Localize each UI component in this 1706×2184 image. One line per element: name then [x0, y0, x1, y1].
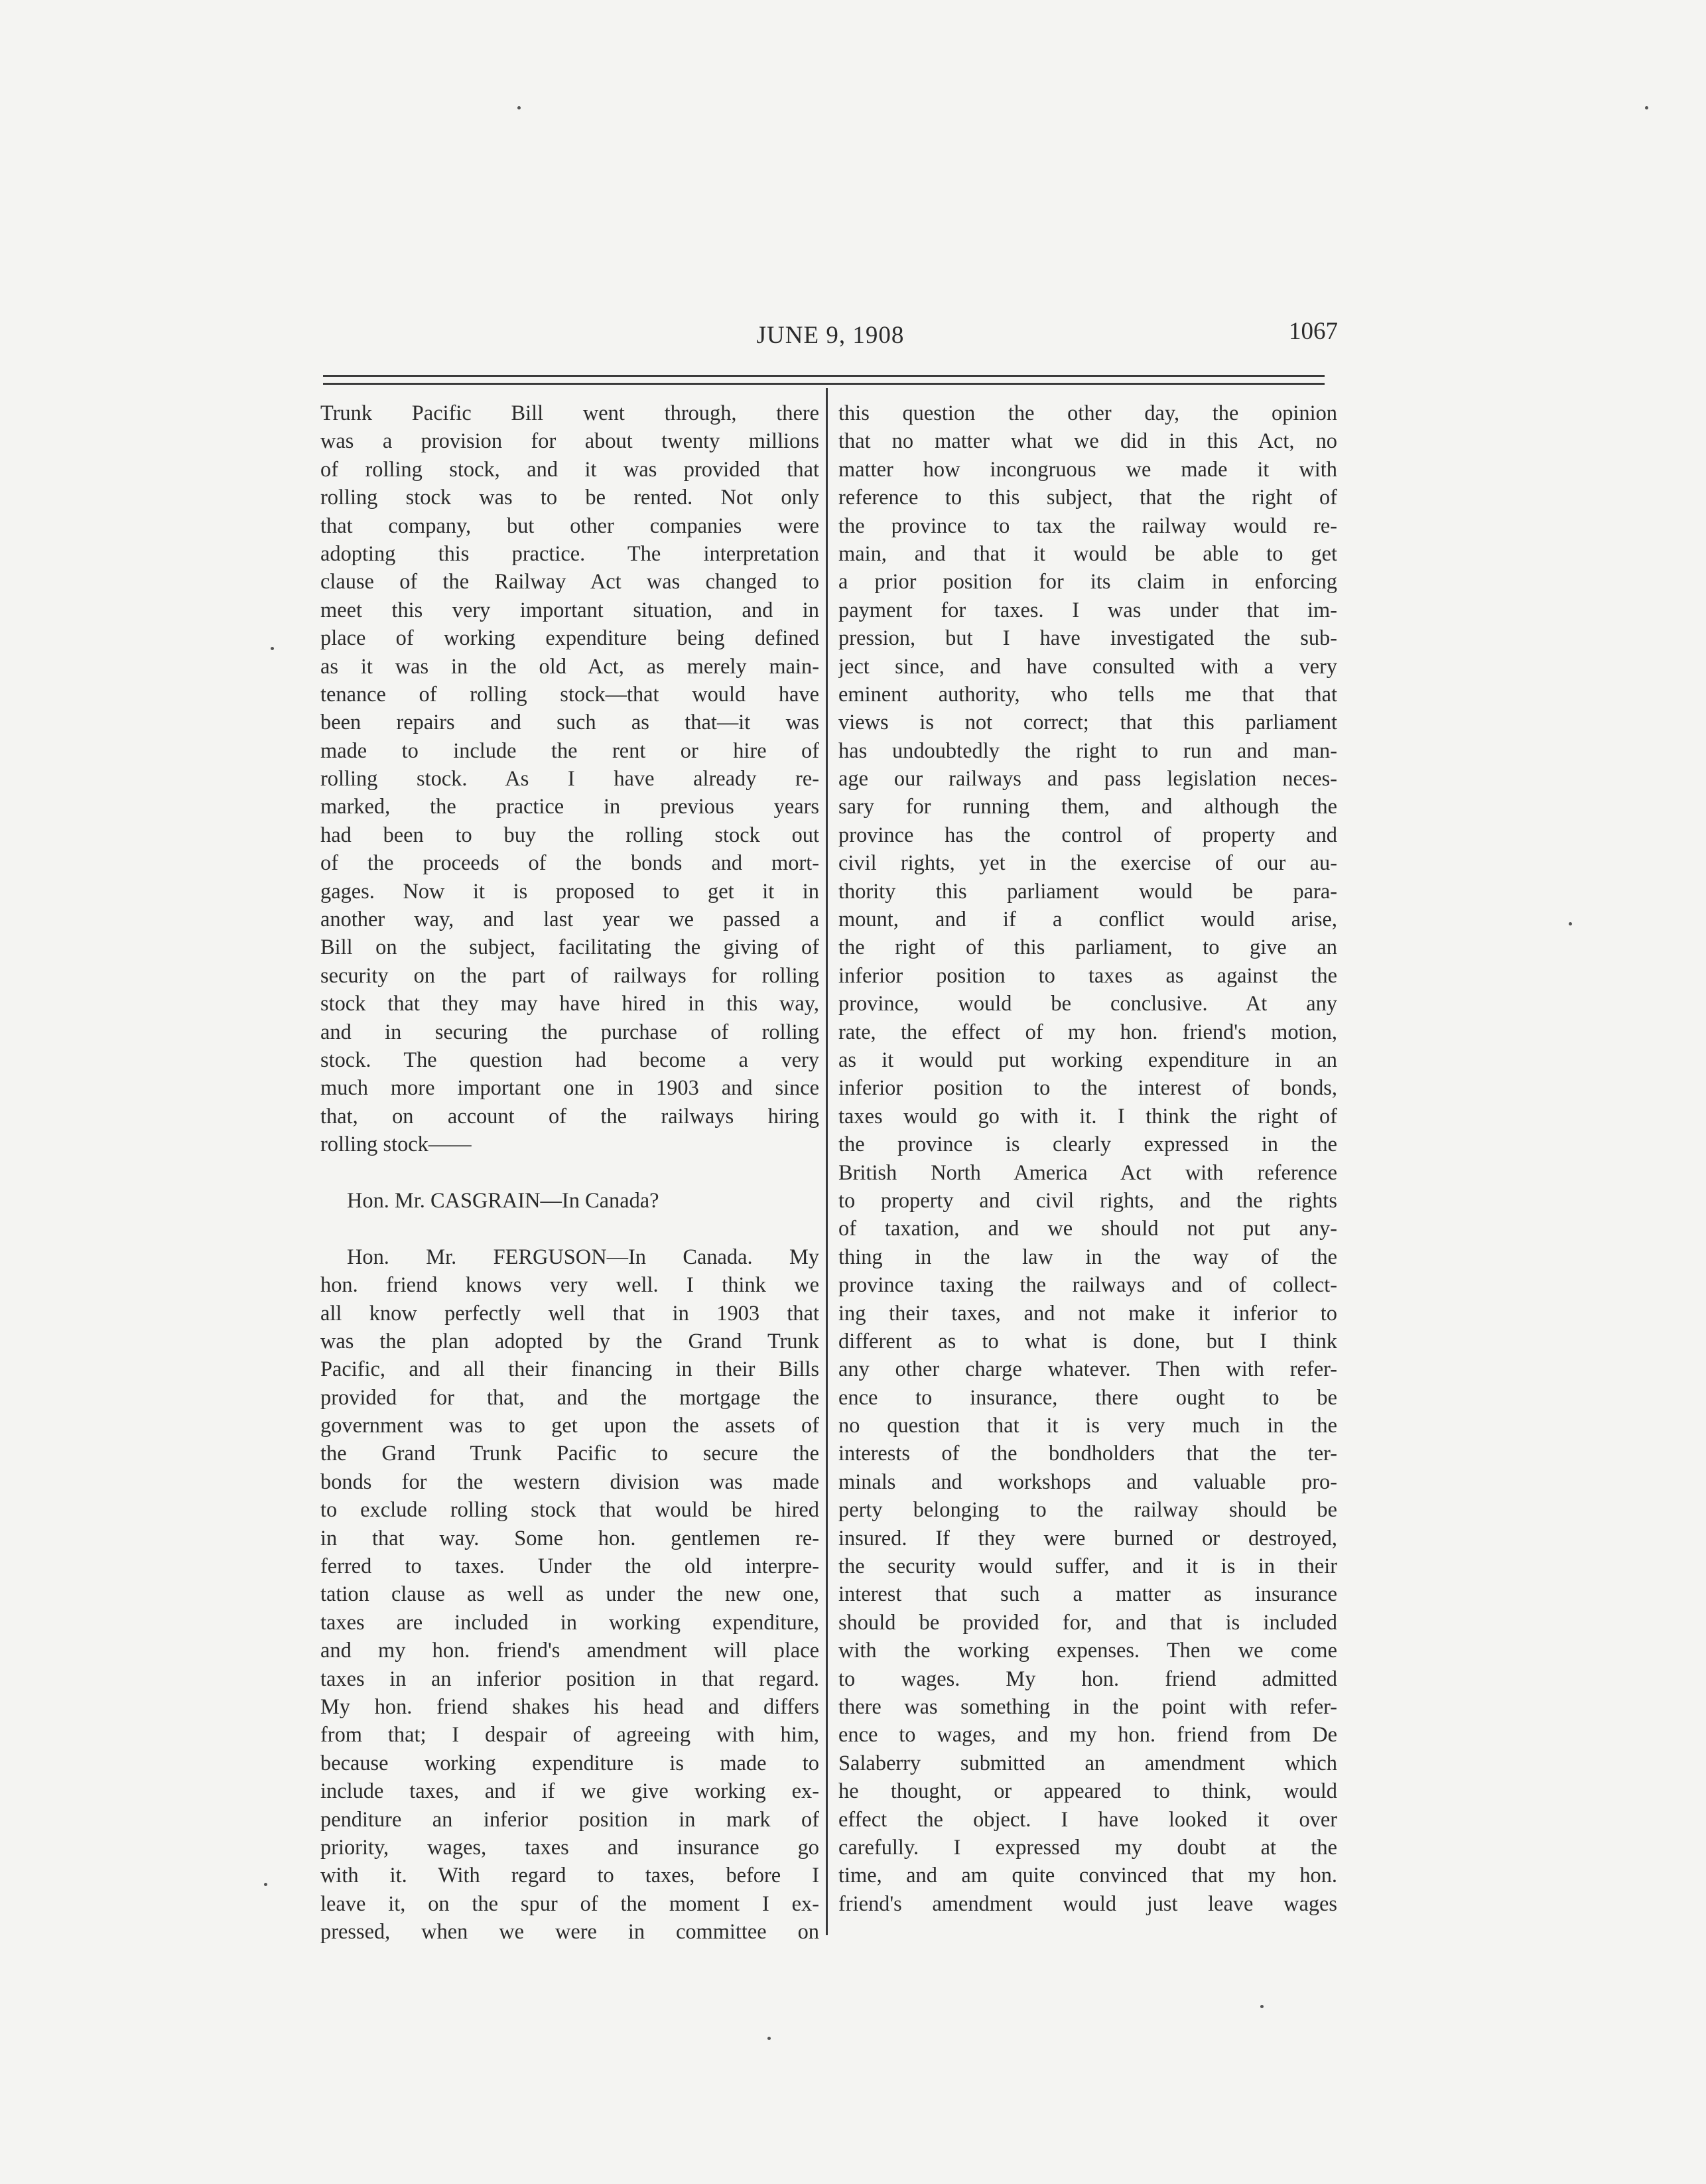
text-line: that, on account of the railways hiring: [320, 1104, 819, 1128]
text-line: age our railways and pass legislation neces-: [838, 767, 1337, 791]
text-line: province taxing the railways and of collect-: [838, 1273, 1337, 1298]
paragraph-gap: [320, 1215, 819, 1243]
text-line: carefully. I expressed my doubt at the: [838, 1835, 1337, 1860]
scan-speck: [1260, 2005, 1264, 2008]
text-line: time, and am quite convinced that my hon.: [838, 1864, 1337, 1888]
right-column: [838, 399, 1337, 1918]
text-line: to exclude rolling stock that would be hired: [320, 1498, 819, 1523]
text-line: friend's amendment would just leave wages: [838, 1891, 1337, 1916]
text-line: minals and workshops and valuable pro-: [838, 1469, 1337, 1494]
text-line: ject since, and have consulted with a very: [838, 654, 1337, 679]
text-line: rate, the effect of my hon. friend's motion,: [838, 1020, 1337, 1044]
text-line: ence to insurance, there ought to be: [838, 1385, 1337, 1410]
text-line: effect the object. I have looked it over: [838, 1807, 1337, 1832]
page-number: 1067: [1289, 318, 1338, 345]
text-line: interests of the bondholders that the ter-: [838, 1442, 1337, 1466]
text-line: and in securing the purchase of rolling: [320, 1020, 819, 1044]
text-line: ence to wages, and my hon. friend from De: [838, 1723, 1337, 1747]
text-line: eminent authority, who tells me that that: [838, 682, 1337, 707]
text-line: another way, and last year we passed a: [320, 908, 819, 932]
text-line: the province to tax the railway would re-: [838, 513, 1337, 538]
text-line: to property and civil rights, and the rights: [838, 1188, 1337, 1213]
speaker-line-casgrain: Hon. Mr. CASGRAIN—In Canada?: [347, 1188, 659, 1213]
header-rule-bottom: [323, 383, 1325, 385]
text-line: the Grand Trunk Pacific to secure the: [320, 1442, 819, 1466]
text-line: rolling stock was to be rented. Not only: [320, 486, 819, 510]
text-line: been repairs and such as that—it was: [320, 711, 819, 735]
text-line: different as to what is done, but I think: [838, 1329, 1337, 1353]
text-line: no question that it is very much in the: [838, 1414, 1337, 1438]
text-line: this question the other day, the opinion: [838, 401, 1337, 425]
text-line: clause of the Railway Act was changed to: [320, 570, 819, 594]
text-line: insured. If they were burned or destroyed,: [838, 1526, 1337, 1550]
text-line: marked, the practice in previous years: [320, 795, 819, 819]
column-divider: [826, 388, 828, 1935]
text-line: hon. friend knows very well. I think we: [320, 1273, 819, 1298]
text-line: civil rights, yet in the exercise of our au-: [838, 851, 1337, 876]
text-line: sary for running them, and although the: [838, 795, 1337, 819]
text-line: taxes would go with it. I think the right of: [838, 1104, 1337, 1128]
text-line: British North America Act with reference: [838, 1160, 1337, 1185]
scan-speck: [767, 2037, 771, 2040]
text-line: inferior position to taxes as against the: [838, 963, 1337, 988]
text-line: provided for that, and the mortgage the: [320, 1385, 819, 1410]
text-line: Bill on the subject, facilitating the giving of: [320, 935, 819, 960]
text-line: of taxation, and we should not put any-: [838, 1217, 1337, 1241]
text-line: much more important one in 1903 and since: [320, 1076, 819, 1101]
text-line: Salaberry submitted an amendment which: [838, 1751, 1337, 1775]
text-line: perty belonging to the railway should be: [838, 1498, 1337, 1523]
text-line: with the working expenses. Then we come: [838, 1639, 1337, 1663]
text-line: security on the part of railways for rolling: [320, 963, 819, 988]
text-line: was a provision for about twenty millions: [320, 429, 819, 454]
text-line: has undoubtedly the right to run and man-: [838, 738, 1337, 763]
text-line: stock that they may have hired in this way,: [320, 992, 819, 1016]
text-line: gages. Now it is proposed to get it in: [320, 879, 819, 904]
text-line: ferred to taxes. Under the old interpre-: [320, 1554, 819, 1579]
text-line: main, and that it would be able to get: [838, 541, 1337, 566]
speaker-line-ferguson: Hon. Mr. FERGUSON—In Canada. My: [347, 1245, 819, 1269]
text-line: stock. The question had become a very: [320, 1048, 819, 1072]
page-header: [323, 317, 1338, 357]
text-line: any other charge whatever. Then with refer-: [838, 1357, 1337, 1382]
text-line: all know perfectly well that in 1903 that: [320, 1301, 819, 1326]
text-line: government was to get upon the assets of: [320, 1414, 819, 1438]
text-line: as it would put working expenditure in an: [838, 1048, 1337, 1072]
text-line: in that way. Some hon. gentlemen re-: [320, 1526, 819, 1550]
text-line: province, would be conclusive. At any: [838, 992, 1337, 1016]
text-line: of rolling stock, and it was provided that: [320, 457, 819, 482]
text-line: thing in the law in the way of the: [838, 1245, 1337, 1269]
text-line: a prior position for its claim in enforcing: [838, 570, 1337, 594]
text-line: Pacific, and all their financing in their Bills: [320, 1357, 819, 1382]
text-line: the security would suffer, and it is in their: [838, 1554, 1337, 1579]
text-line: there was something in the point with refer-: [838, 1694, 1337, 1719]
text-line: tation clause as well as under the new one,: [320, 1582, 819, 1607]
text-line: penditure an inferior position in mark of: [320, 1807, 819, 1832]
text-line: meet this very important situation, and in: [320, 598, 819, 622]
left-column: [320, 399, 819, 1946]
text-line: he thought, or appeared to think, would: [838, 1779, 1337, 1804]
text-line: to wages. My hon. friend admitted: [838, 1667, 1337, 1691]
text-line: that company, but other companies were: [320, 513, 819, 538]
text-line: bonds for the western division was made: [320, 1469, 819, 1494]
text-line: with it. With regard to taxes, before I: [320, 1864, 819, 1888]
text-line: inferior position to the interest of bonds,: [838, 1076, 1337, 1101]
scan-speck: [264, 1883, 267, 1886]
header-rule-top: [323, 375, 1325, 377]
text-line: reference to this subject, that the right of: [838, 486, 1337, 510]
text-line: because working expenditure is made to: [320, 1751, 819, 1775]
running-head: JUNE 9, 1908: [756, 322, 905, 349]
text-line: mount, and if a conflict would arise,: [838, 908, 1337, 932]
text-line: views is not correct; that this parliament: [838, 711, 1337, 735]
scan-speck: [1569, 922, 1572, 925]
scan-speck: [1645, 106, 1648, 109]
text-line: province has the control of property and: [838, 823, 1337, 847]
text-line: taxes are included in working expenditure,: [320, 1610, 819, 1635]
text-line: payment for taxes. I was under that im-: [838, 598, 1337, 622]
text-line: place of working expenditure being defined: [320, 626, 819, 651]
text-line: had been to buy the rolling stock out: [320, 823, 819, 847]
text-line: rolling stock. As I have already re-: [320, 767, 819, 791]
text-line: My hon. friend shakes his head and differs: [320, 1694, 819, 1719]
text-line: that no matter what we did in this Act, no: [838, 429, 1337, 454]
text-line: the right of this parliament, to give an: [838, 935, 1337, 960]
text-line: made to include the rent or hire of: [320, 738, 819, 763]
text-line: pressed, when we were in committee on: [320, 1920, 819, 1945]
text-line: thority this parliament would be para-: [838, 879, 1337, 904]
text-line: should be provided for, and that is included: [838, 1610, 1337, 1635]
text-line: adopting this practice. The interpretation: [320, 541, 819, 566]
text-line: pression, but I have investigated the sub-: [838, 626, 1337, 651]
text-line: of the proceeds of the bonds and mort-: [320, 851, 819, 876]
text-line: leave it, on the spur of the moment I ex-: [320, 1891, 819, 1916]
text-line: ing their taxes, and not make it inferior to: [838, 1301, 1337, 1326]
text-line: and my hon. friend's amendment will place: [320, 1639, 819, 1663]
scan-speck: [271, 647, 274, 650]
text-line: tenance of rolling stock—that would have: [320, 682, 819, 707]
text-line: taxes in an inferior position in that regard.: [320, 1667, 819, 1691]
text-line: interest that such a matter as insurance: [838, 1582, 1337, 1607]
text-line: from that; I despair of agreeing with him,: [320, 1723, 819, 1747]
text-line: rolling stock——: [320, 1132, 472, 1157]
text-line: the province is clearly expressed in the: [838, 1132, 1337, 1157]
paragraph-gap: [320, 1159, 819, 1187]
text-line: priority, wages, taxes and insurance go: [320, 1835, 819, 1860]
text-line: Trunk Pacific Bill went through, there: [320, 401, 819, 425]
text-line: as it was in the old Act, as merely main-: [320, 654, 819, 679]
text-line: include taxes, and if we give working ex-: [320, 1779, 819, 1804]
text-line: was the plan adopted by the Grand Trunk: [320, 1329, 819, 1353]
scan-speck: [517, 106, 521, 109]
text-line: matter how incongruous we made it with: [838, 457, 1337, 482]
